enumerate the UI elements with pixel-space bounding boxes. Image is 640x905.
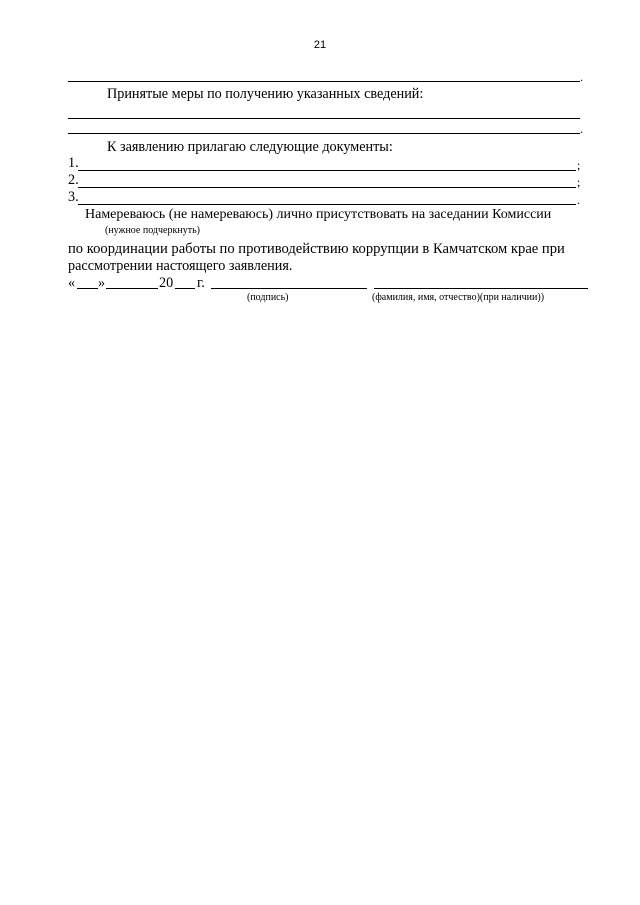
attach-heading: К заявлению прилагаю следующие документы:	[107, 139, 393, 155]
intent-line: Намереваюсь (не намереваюсь) лично присутствовать на заседании Комиссии	[85, 207, 552, 222]
date-open-quote: «	[68, 275, 76, 291]
date-day-blank	[77, 276, 98, 289]
document-number: 3.	[68, 189, 79, 205]
name-caption: (фамилия, имя, отчество)(при наличии))	[372, 292, 545, 303]
document-line	[78, 204, 576, 205]
measures-line-2	[68, 133, 580, 134]
consideration-line: рассмотрении настоящего заявления.	[68, 258, 293, 274]
name-blank	[374, 276, 588, 289]
date-month-blank	[106, 276, 158, 289]
document-line	[78, 187, 576, 188]
document-number: 1.	[68, 155, 79, 171]
signature-blank	[211, 276, 367, 289]
document-line	[78, 170, 576, 171]
blank-line-1-end: .	[580, 70, 583, 84]
blank-line-1	[68, 81, 580, 82]
document-end: .	[577, 193, 580, 207]
date-year-suffix: г.	[197, 275, 205, 291]
underline-hint: (нужное подчеркнуть)	[105, 225, 200, 236]
document-number: 2.	[68, 172, 79, 188]
document-end: ;	[577, 158, 581, 172]
measures-heading: Принятые меры по получению указанных сведений:	[107, 86, 424, 102]
commission-line: по координации работы по противодействию коррупции в Камчатском крае при	[68, 241, 565, 257]
measures-line-1	[68, 118, 580, 119]
date-close-quote: »	[98, 275, 106, 291]
document-end: ;	[577, 175, 581, 189]
measures-line-end: .	[580, 122, 583, 136]
date-year-prefix: 20	[159, 275, 174, 291]
signature-caption: (подпись)	[247, 292, 289, 303]
date-year-blank	[175, 276, 195, 289]
page-number: 21	[313, 39, 327, 51]
